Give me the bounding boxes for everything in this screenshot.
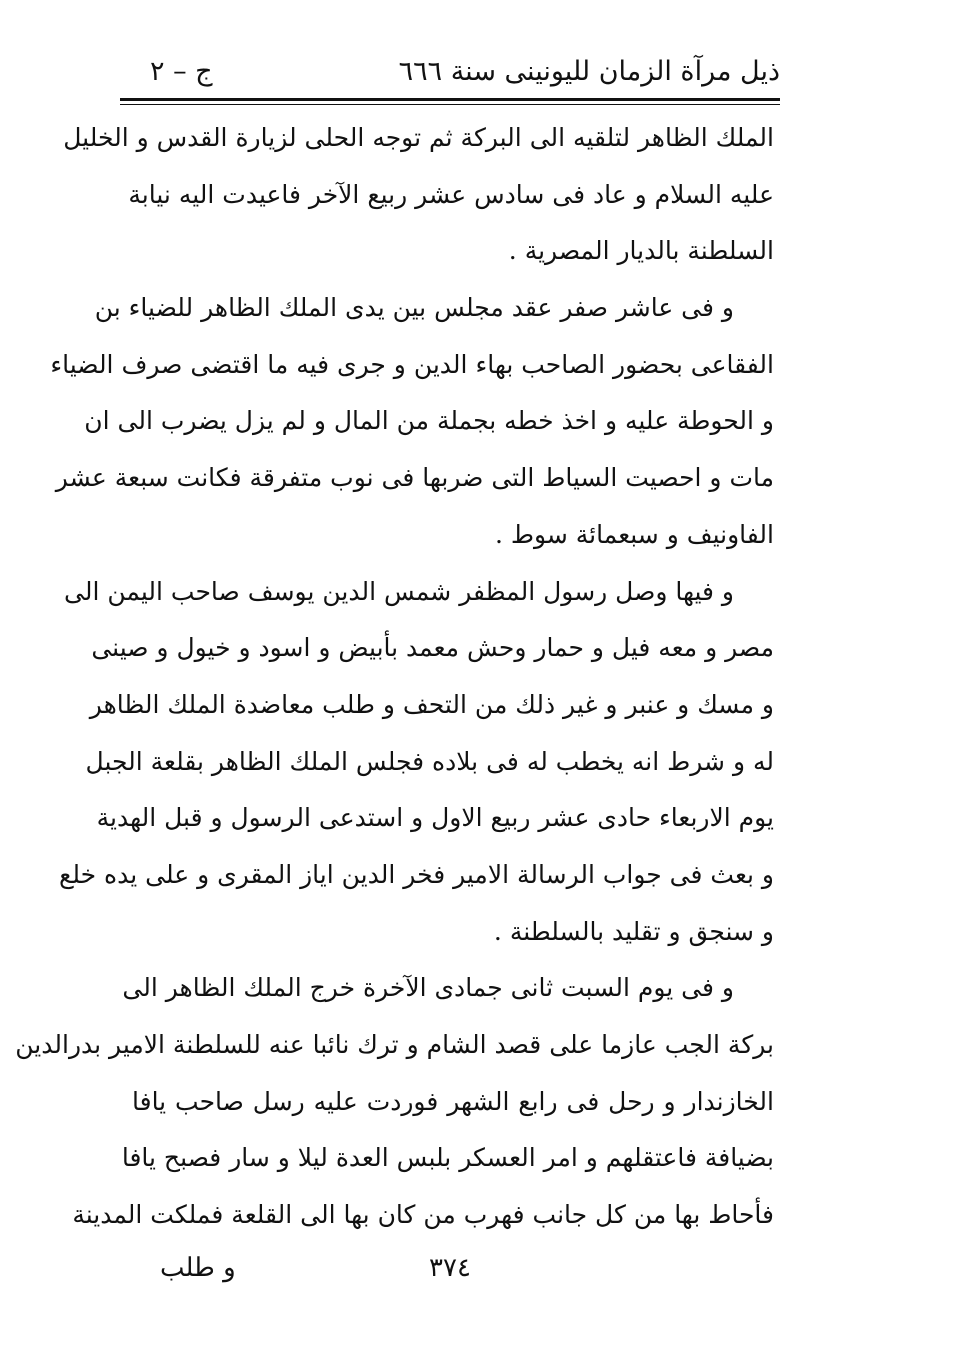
text-line: مصر و معه فيل و حمار وحش معمد بأبيض و اسود و خيول و صينى [91,633,774,663]
text-line: و فى يوم السبت ثانى جمادى الآخرة خرج الملك الظاهر الى [122,973,734,1003]
header-rule-thin [120,104,780,105]
text-line: و فيها وصل رسول المظفر شمس الدين يوسف صاحب اليمن الى [64,576,734,606]
text-line: مات و احصيت السياط التى ضربها فى نوب متفرقة فكانت سبعة عشر [55,463,774,493]
text-line: عليه السلام و عاد فى سادس عشر ربيع الآخر فاعيدت اليه نيابة [128,179,774,209]
text-line: الخازندار و رحل فى رابع الشهر فوردت عليه رسل صاحب يافا [132,1086,774,1116]
body-text [15,110,774,1244]
paragraph [50,280,774,563]
text-line: و مسك و عنبر و غير ذلك من التحف و طلب معاضدة الملك الظاهر [89,689,774,719]
text-line: و فى عاشر صفر عقد مجلس بين يدى الملك الظاهر للضياء بن [94,293,734,323]
text-line: بضيافة فاعتقلهم و امر العسكر بلبس العدة ليلا و سار فصبح يافا [121,1143,774,1173]
text-line: و سنجق و تقليد بالسلطنة . [493,916,774,946]
paragraph [15,960,774,1243]
page-number: ٣٧٤ [429,1253,471,1283]
text-line: و بعث فى جواب الرسالة الامير فخر الدين اياز المقرى و على يده خلع [59,859,774,889]
text-line: الفاونيف و سبعمائة سوط . [494,519,774,549]
header-rule [120,98,780,101]
page-footer [120,1248,780,1288]
paragraph [63,110,774,280]
text-line: السلطنة بالديار المصرية . [508,236,774,266]
text-line: الفقاعى بحضور الصاحب بهاء الدين و جرى فيه ما اقتضى صرف الضياء [50,349,774,379]
volume-mark: ج – ٢ [150,56,213,87]
catchword: و طلب [160,1253,236,1283]
running-title: ذيل مرآة الزمان لليونينى سنة ٦٦٦ [398,56,780,87]
text-line: فأحاط بها من كل جانب فهرب من كان بها الى القلعة فملكت المدينة [72,1200,774,1230]
paragraph [59,564,774,961]
text-line: يوم الاربعاء حادى عشر ربيع الاول و استدعى الرسول و قبل الهدية [96,803,774,833]
text-line: بركة الجب عازما على قصد الشام و ترك نائبا عنه للسلطنة الامير بدرالدين [15,1030,774,1059]
text-line: له و شرط انه يخطب له فى بلاده فجلس الملك الظاهر بقلعة الجبل [85,746,774,776]
text-line: و الحوطة عليه و اخذ خطه بجملة من المال و لم يزل يضرب الى ان [84,406,774,436]
page-header [120,48,780,98]
text-line: الملك الظاهر لتلقيه الى البركة ثم توجه الحلى لزيارة القدس و الخليل [63,123,774,152]
